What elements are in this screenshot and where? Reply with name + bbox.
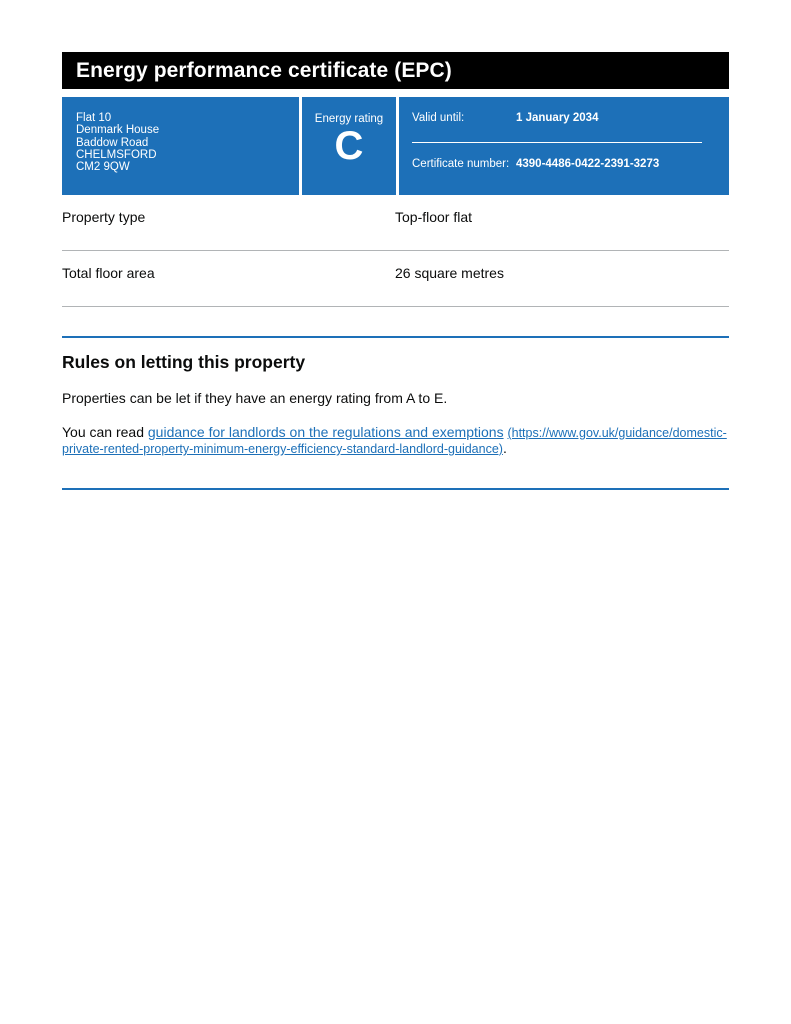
energy-rating-label: Energy rating	[314, 113, 384, 125]
address-line-2: Denmark House	[76, 124, 160, 137]
landlord-guidance-link[interactable]: guidance for landlords on the regulations and exemptions	[147, 424, 504, 440]
rules-heading: Rules on letting this property	[62, 352, 306, 372]
valid-until-label: Valid until:	[412, 112, 465, 124]
section-divider-bottom	[62, 488, 729, 490]
certificate-number-row	[412, 158, 729, 170]
address-postcode: CM2 9QW	[76, 161, 130, 174]
floor-area-label: Total floor area	[62, 265, 155, 281]
property-type-value: Top-floor flat	[395, 209, 473, 225]
certificate-number-value: 4390-4486-0422-2391-3273	[516, 158, 660, 170]
certificate-number-label: Certificate number:	[412, 158, 510, 170]
property-type-row	[62, 195, 729, 251]
valid-until-value: 1 January 2034	[516, 112, 599, 124]
energy-rating-block	[302, 97, 396, 195]
address-block	[62, 97, 299, 195]
summary-panel	[62, 97, 729, 195]
title-bar	[62, 52, 729, 89]
rules-paragraph-2-suffix: .	[502, 440, 507, 456]
epc-page	[62, 52, 729, 490]
certificate-details	[399, 97, 729, 195]
energy-rating-value: C	[334, 124, 364, 168]
page-title: Energy performance certificate (EPC)	[76, 58, 452, 82]
details-divider	[412, 142, 702, 143]
address-line-1: Flat 10	[76, 112, 112, 124]
address-line-4: CHELMSFORD	[76, 148, 157, 161]
address-line-3: Baddow Road	[76, 136, 149, 149]
floor-area-value: 26 square metres	[395, 265, 504, 281]
section-divider-top	[62, 336, 729, 338]
floor-area-row	[62, 251, 729, 307]
property-type-label: Property type	[62, 209, 146, 225]
rules-paragraph-2-prefix: You can read	[62, 424, 148, 440]
landlord-guidance-url[interactable]: (https://www.gov.uk/guidance/domestic-private-rented-property-minimum-energy-efficiency-standard-landlord-guidance)	[62, 426, 727, 456]
rules-paragraph-1: Properties can be let if they have an energy rating from A to E.	[62, 390, 448, 406]
rules-paragraph-2	[62, 425, 729, 457]
valid-until-row	[412, 112, 729, 124]
